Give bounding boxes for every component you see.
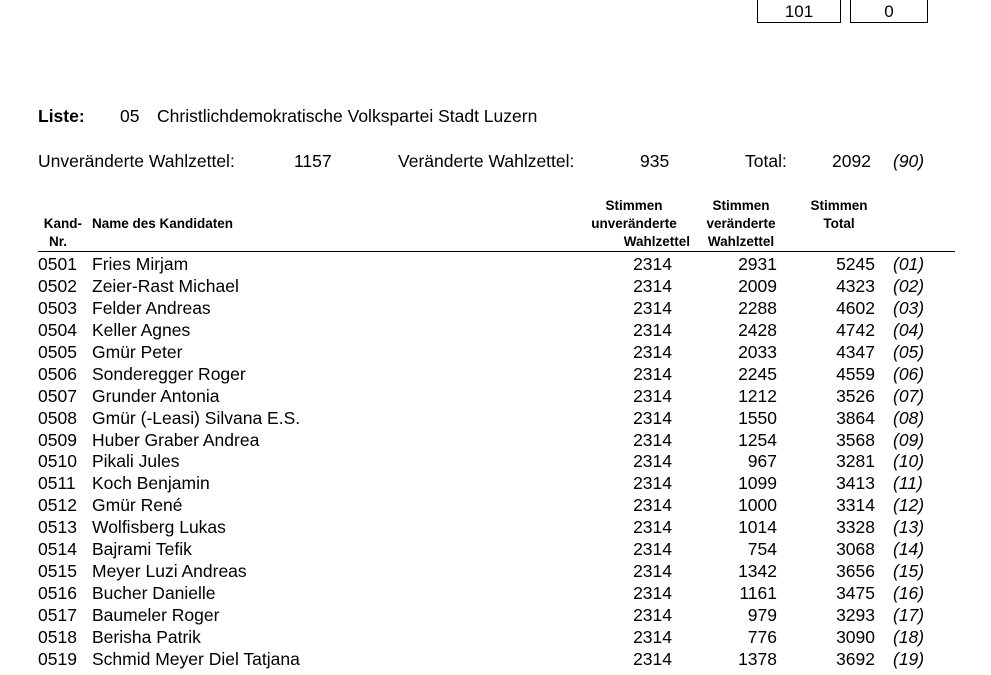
- candidate-name: Wolfisberg Lukas: [92, 517, 226, 538]
- votes-veraendert: 1014: [738, 517, 777, 538]
- candidate-name: Felder Andreas: [92, 297, 211, 318]
- votes-unveraendert: 2314: [633, 385, 672, 406]
- candidate-name: Zeier-Rast Michael: [92, 275, 239, 296]
- table-row: [0, 407, 991, 429]
- table-row: [0, 604, 991, 626]
- top-box-right: 0: [850, 0, 928, 23]
- header-unveraendert: [578, 197, 690, 251]
- votes-total: 3293: [836, 605, 875, 625]
- candidate-number: 0515: [38, 561, 77, 582]
- candidate-name: Gmür Peter: [92, 341, 183, 362]
- candidate-number: 0514: [38, 539, 77, 560]
- table-row: [0, 626, 991, 648]
- votes-total: 3068: [836, 539, 875, 560]
- veraendert-label: Veränderte Wahlzettel:: [398, 151, 575, 171]
- candidate-rank: (07): [893, 385, 925, 406]
- header-tot-line1: Stimmen: [810, 198, 868, 213]
- table-row: [0, 450, 991, 472]
- candidate-name: Meyer Luzi Andreas: [92, 561, 247, 582]
- candidate-rank: (15): [893, 561, 925, 582]
- votes-veraendert: 1161: [739, 583, 777, 604]
- votes-unveraendert: 2314: [633, 583, 672, 604]
- candidate-number: 0501: [38, 254, 77, 274]
- votes-total: 4323: [836, 275, 875, 296]
- candidate-rank: (01): [893, 254, 925, 274]
- votes-unveraendert: 2314: [633, 451, 672, 472]
- votes-total: 3864: [836, 407, 875, 428]
- votes-veraendert: 2033: [738, 341, 777, 362]
- votes-total: 3692: [836, 648, 875, 669]
- votes-unveraendert: 2314: [633, 495, 672, 516]
- candidate-rank: (11): [893, 473, 923, 494]
- votes-unveraendert: 2314: [633, 275, 672, 296]
- header-total: [800, 197, 878, 233]
- unveraendert-value: 1157: [294, 151, 332, 171]
- votes-veraendert: 1550: [738, 407, 777, 428]
- candidate-rank: (13): [893, 517, 925, 538]
- votes-total: 3090: [836, 626, 875, 647]
- header-name: Name des Kandidaten: [92, 216, 234, 231]
- votes-total: 3328: [836, 517, 875, 538]
- votes-total: 4602: [836, 297, 875, 318]
- unveraendert-label: Unveränderte Wahlzettel:: [38, 151, 235, 171]
- table-row: [0, 582, 991, 604]
- candidate-number: 0517: [38, 605, 77, 625]
- header-unv-line2: unveränderte: [591, 216, 677, 231]
- votes-unveraendert: 2314: [633, 561, 672, 582]
- liste-number: 05: [120, 106, 140, 126]
- table-row: [0, 560, 991, 582]
- liste-heading: [38, 106, 537, 127]
- votes-unveraendert: 2314: [633, 297, 672, 318]
- header-ver-line2: veränderte: [706, 216, 776, 231]
- votes-veraendert: 776: [747, 626, 777, 647]
- votes-unveraendert: 2314: [633, 319, 672, 340]
- table-row: [0, 538, 991, 560]
- table-row: [0, 341, 991, 363]
- candidate-name: Schmid Meyer Diel Tatjana: [92, 648, 300, 669]
- candidate-number: 0504: [38, 319, 77, 340]
- candidate-number: 0502: [38, 275, 77, 296]
- votes-veraendert: 2931: [738, 254, 777, 274]
- votes-unveraendert: 2314: [633, 539, 672, 560]
- header-kand-nr: [38, 215, 82, 251]
- candidate-name: Bajrami Tefik: [92, 539, 192, 560]
- table-row: [0, 429, 991, 451]
- candidate-rank: (16): [893, 583, 925, 604]
- veraendert-value: 935: [640, 151, 670, 171]
- votes-veraendert: 979: [747, 605, 777, 625]
- votes-veraendert: 1099: [738, 473, 777, 494]
- candidate-name: Huber Graber Andrea: [92, 429, 260, 450]
- votes-total: 3413: [836, 473, 875, 494]
- votes-unveraendert: 2314: [633, 648, 672, 669]
- candidate-name: Grunder Antonia: [92, 385, 220, 406]
- candidate-name: Baumeler Roger: [92, 605, 220, 625]
- candidate-rank: (19): [893, 648, 925, 669]
- votes-total: 4347: [836, 341, 875, 362]
- candidate-rank: (14): [893, 539, 925, 560]
- votes-unveraendert: 2314: [633, 517, 672, 538]
- votes-veraendert: 1254: [738, 429, 777, 450]
- header-kand-line2: Nr.: [48, 234, 67, 249]
- votes-total: 4559: [836, 363, 875, 384]
- votes-veraendert: 1000: [738, 495, 777, 516]
- table-row: [0, 319, 991, 341]
- votes-unveraendert: 2314: [633, 407, 672, 428]
- candidate-rank: (03): [893, 297, 925, 318]
- votes-veraendert: 2288: [738, 297, 777, 318]
- votes-unveraendert: 2314: [633, 473, 672, 494]
- candidate-number: 0513: [38, 517, 77, 538]
- total-rank: (90): [893, 151, 925, 171]
- votes-unveraendert: 2314: [633, 429, 672, 450]
- table-row: [0, 516, 991, 538]
- liste-label: Liste:: [38, 106, 85, 126]
- votes-unveraendert: 2314: [633, 254, 672, 274]
- table-row: [0, 648, 991, 670]
- candidate-table: [0, 253, 991, 670]
- votes-unveraendert: 2314: [633, 626, 672, 647]
- votes-total: 3281: [836, 451, 875, 472]
- total-label: Total:: [745, 151, 787, 171]
- table-row: [0, 385, 991, 407]
- table-row: [0, 275, 991, 297]
- candidate-name: Gmür René: [92, 495, 183, 516]
- candidate-rank: (10): [893, 451, 925, 472]
- candidate-rank: (17): [893, 605, 925, 625]
- votes-veraendert: 2009: [738, 275, 777, 296]
- votes-veraendert: 2428: [738, 319, 777, 340]
- candidate-number: 0512: [38, 495, 77, 516]
- candidate-number: 0510: [38, 451, 77, 472]
- header-ver-line1: Stimmen: [712, 198, 770, 213]
- table-row: [0, 363, 991, 385]
- votes-total: 3526: [836, 385, 875, 406]
- candidate-name: Gmür (-Leasi) Silvana E.S.: [92, 407, 301, 428]
- candidate-name: Bucher Danielle: [92, 583, 216, 604]
- header-rule: [38, 251, 955, 252]
- votes-unveraendert: 2314: [633, 341, 672, 362]
- total-value: 2092: [832, 151, 871, 171]
- header-ver-line3: Wahlzettel: [707, 234, 775, 249]
- candidate-name: Keller Agnes: [92, 319, 191, 340]
- candidate-number: 0505: [38, 341, 77, 362]
- votes-total: 5245: [836, 254, 875, 274]
- votes-unveraendert: 2314: [633, 363, 672, 384]
- candidate-number: 0503: [38, 297, 77, 318]
- candidate-number: 0511: [38, 473, 76, 494]
- top-box-left: 101: [757, 0, 841, 23]
- candidate-rank: (02): [893, 275, 925, 296]
- candidate-number: 0516: [38, 583, 77, 604]
- table-row: [0, 494, 991, 516]
- votes-veraendert: 1212: [738, 385, 777, 406]
- candidate-rank: (09): [893, 429, 925, 450]
- candidate-name: Pikali Jules: [92, 451, 180, 472]
- candidate-name: Fries Mirjam: [92, 254, 189, 274]
- party-name: Christlichdemokratische Volkspartei Stadt Luzern: [157, 106, 538, 126]
- candidate-number: 0518: [38, 626, 77, 647]
- header-unv-line3: Wahlzettel: [623, 234, 690, 249]
- table-row: [0, 297, 991, 319]
- table-row: [0, 253, 991, 275]
- header-veraendert: [695, 197, 787, 251]
- header-tot-line2: Total: [823, 216, 855, 231]
- candidate-rank: (12): [893, 495, 925, 516]
- candidate-name: Koch Benjamin: [92, 473, 210, 494]
- candidate-number: 0508: [38, 407, 77, 428]
- header-unv-line1: Stimmen: [605, 198, 663, 213]
- votes-veraendert: 1342: [738, 561, 777, 582]
- candidate-number: 0507: [38, 385, 77, 406]
- candidate-number: 0509: [38, 429, 77, 450]
- candidate-number: 0506: [38, 363, 77, 384]
- candidate-name: Sonderegger Roger: [92, 363, 246, 384]
- votes-unveraendert: 2314: [633, 605, 672, 625]
- votes-total: 3656: [836, 561, 875, 582]
- votes-veraendert: 1378: [738, 648, 777, 669]
- candidate-rank: (18): [893, 626, 925, 647]
- votes-total: 3475: [836, 583, 875, 604]
- votes-total: 3314: [836, 495, 875, 516]
- table-row: [0, 472, 991, 494]
- candidate-name: Berisha Patrik: [92, 626, 201, 647]
- header-kand-line1: Kand-: [43, 216, 82, 231]
- candidate-rank: (05): [893, 341, 925, 362]
- votes-veraendert: 967: [747, 451, 777, 472]
- candidate-rank: (06): [893, 363, 925, 384]
- candidate-rank: (08): [893, 407, 925, 428]
- votes-veraendert: 754: [747, 539, 777, 560]
- votes-total: 3568: [836, 429, 875, 450]
- votes-veraendert: 2245: [738, 363, 777, 384]
- candidate-rank: (04): [893, 319, 925, 340]
- candidate-number: 0519: [38, 648, 77, 669]
- votes-total: 4742: [836, 319, 875, 340]
